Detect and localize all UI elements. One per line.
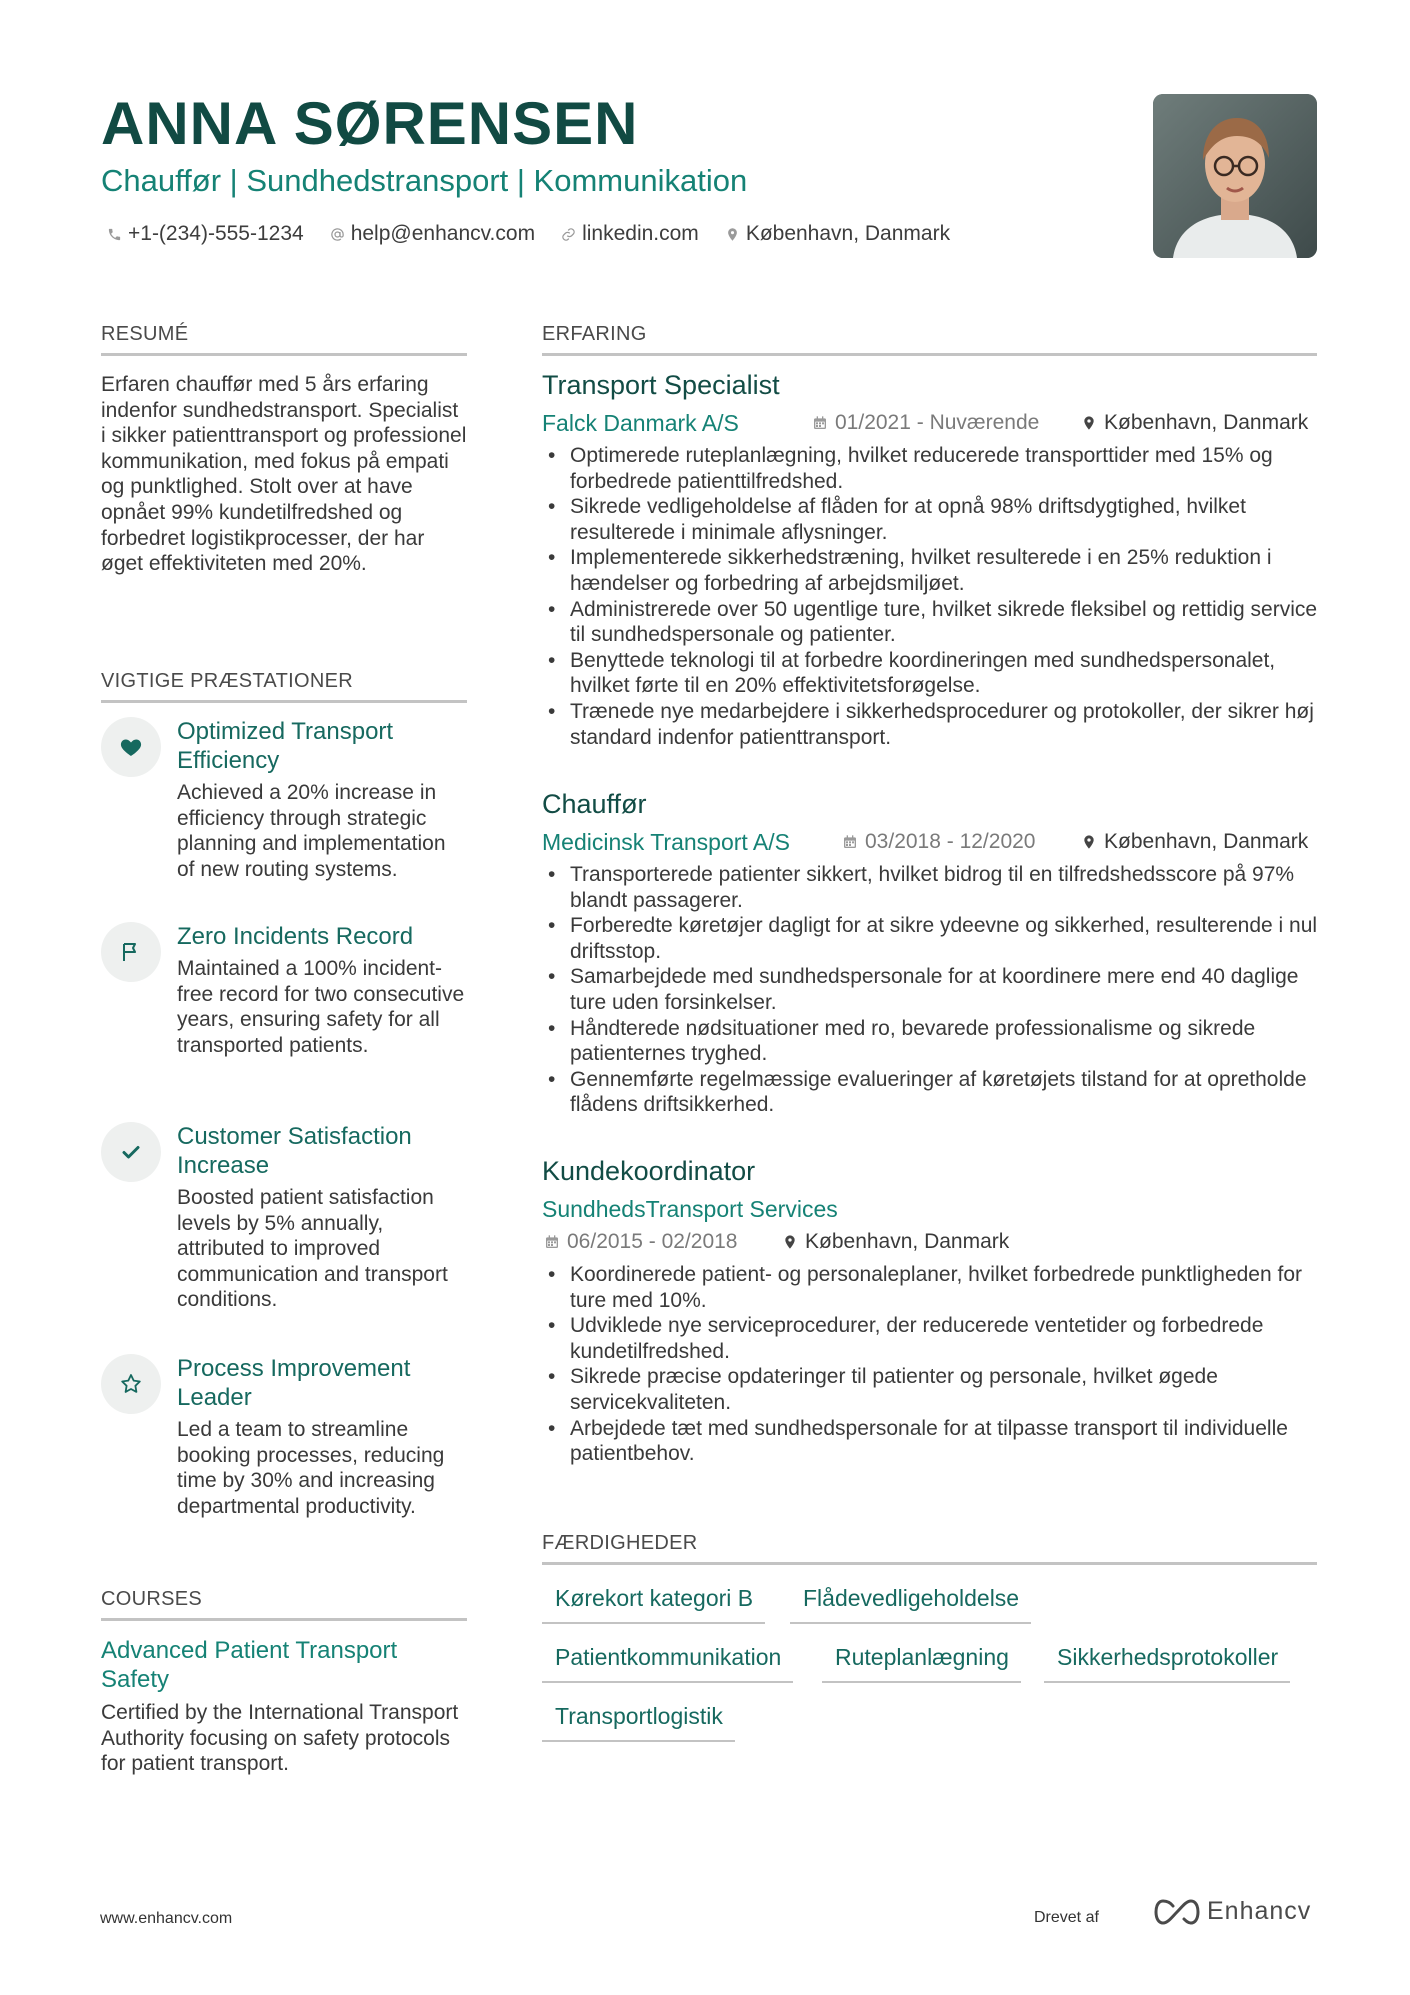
job-dates (544, 1228, 737, 1256)
contact-linkedin[interactable] (561, 220, 699, 248)
achievement-title: Optimized Transport Efficiency (177, 718, 394, 774)
achievement-title: Process Improvement Leader (177, 1355, 411, 1411)
achievement-icon-badge (101, 1354, 161, 1414)
achievement-item (101, 1354, 467, 1534)
job-bullet: • Optimerede ruteplanlægning, hvilket reducerede transporttider med 15% og forbedrede patienttilfredshed. (548, 443, 1318, 494)
job-title: Transport Specialist (542, 370, 780, 400)
achievements-section-title: VIGTIGE PRÆSTATIONER (101, 669, 467, 703)
job-location-text: København, Danmark (1104, 411, 1309, 434)
achievement-description: Boosted patient satisfaction levels by 5% annually, attributed to improved communication and transport conditions. (177, 1186, 448, 1312)
skill-tag: Ruteplanlægning (822, 1642, 1021, 1683)
job-bullet: • Forberedte køretøjer dagligt for at sikre ydeevne og sikkerhed, resulterende i nul driftsstop. (548, 913, 1318, 964)
skill-tag: Patientkommunikation (542, 1642, 793, 1683)
profile-photo (1153, 94, 1317, 258)
achievement-description: Achieved a 20% increase in efficiency through strategic planning and implementation of new routing systems. (177, 781, 446, 881)
flag-icon (119, 940, 143, 964)
achievement-icon-badge (101, 1122, 161, 1182)
achievement-item (101, 922, 467, 1092)
at-icon (330, 227, 345, 242)
achievement-icon-badge (101, 922, 161, 982)
skill-tag: Transportlogistik (542, 1701, 735, 1742)
job-location (1081, 828, 1308, 856)
job-location (1081, 409, 1308, 437)
footer-logo[interactable] (1153, 1897, 1311, 1926)
location-pin-icon (725, 227, 740, 242)
location-pin-icon (1081, 415, 1097, 431)
profile-photo-image (1153, 94, 1317, 258)
achievement-item (101, 717, 467, 887)
job-bullet: • Samarbejdede med sundhedspersonale for at koordinere mere end 40 daglige ture uden forsinkelser. (548, 964, 1318, 1015)
summary-text: Erfaren chauffør med 5 års erfaring indenfor sundhedstransport. Specialist i sikker patienttransport og professionel kommunikation, med fokus på empati og punktlighed. Stolt over at have opnået 99% kundetilfredshed og forbedret logistikprocesser, der har øget effektiviteten med 20%. (101, 373, 467, 576)
achievement-item (101, 1122, 467, 1322)
enhancv-logo-icon (1153, 1898, 1201, 1926)
link-icon (561, 227, 576, 242)
calendar-icon (842, 834, 858, 850)
job-bullet: • Benyttede teknologi til at forbedre koordineringen med sundhedspersonalet, hvilket førte til en 20% effektivitetsforøgelse. (548, 648, 1318, 699)
phone-text: +1-(234)-555-1234 (128, 222, 304, 245)
linkedin-text: linkedin.com (582, 222, 699, 245)
skill-tag: Flådevedligeholdelse (790, 1583, 1031, 1624)
job-location-text: København, Danmark (1104, 830, 1309, 853)
location-pin-icon (1081, 834, 1097, 850)
job-dates-text: 01/2021 - Nuværende (835, 411, 1040, 434)
courses-section-title: COURSES (101, 1587, 467, 1621)
location-text: København, Danmark (745, 222, 951, 245)
contact-email[interactable] (330, 220, 535, 248)
achievement-description: Led a team to streamline booking processes, reducing time by 30% and increasing departmental productivity. (177, 1418, 445, 1518)
calendar-icon (544, 1234, 560, 1250)
footer-brand: Enhancv (1207, 1897, 1312, 1925)
job-company: Falck Danmark A/S (542, 410, 739, 436)
experience-section-title: ERFARING (542, 322, 1317, 356)
summary-section-title: RESUMÉ (101, 322, 467, 356)
job-bullets (548, 862, 1318, 1118)
job-bullets (548, 443, 1318, 750)
job-bullets (548, 1262, 1318, 1467)
course-description: Certified by the International Transport Authority focusing on safety protocols for patient transport. (101, 1701, 459, 1776)
headline: Chauffør | Sundhedstransport | Kommunikation (101, 163, 748, 198)
star-icon (119, 1372, 143, 1396)
skill-tag: Kørekort kategori B (542, 1583, 765, 1624)
candidate-name: ANNA SØRENSEN (101, 90, 639, 157)
phone-icon (107, 227, 122, 242)
job-bullet: • Arbejdede tæt med sundhedspersonale for at tilpasse transport til individuelle patientbehov. (548, 1416, 1318, 1467)
job-location (782, 1228, 1009, 1256)
job-dates (842, 828, 1035, 856)
job-dates-text: 03/2018 - 12/2020 (865, 830, 1036, 853)
contact-location (725, 220, 950, 248)
job-bullet: • Udviklede nye serviceprocedurer, der reducerede ventetider og forbedrede kundetilfredshed. (548, 1313, 1318, 1364)
calendar-icon (812, 415, 828, 431)
achievement-title: Customer Satisfaction Increase (177, 1123, 412, 1179)
achievement-description: Maintained a 100% incident-free record for two consecutive years, ensuring safety for all transported patients. (177, 957, 465, 1057)
job-location-text: København, Danmark (805, 1230, 1010, 1253)
job-bullet: • Sikrede præcise opdateringer til patienter og personale, hvilket øgede servicekvaliteten. (548, 1364, 1318, 1415)
job-bullet: • Trænede nye medarbejdere i sikkerhedsprocedurer og protokoller, der sikrer høj standard indenfor patienttransport. (548, 699, 1318, 750)
achievement-icon-badge (101, 717, 161, 777)
job-bullet: • Håndterede nødsituationer med ro, bevarede professionalisme og sikrede patienternes tryghed. (548, 1016, 1318, 1067)
footer-powered-by: Drevet af (1034, 1909, 1099, 1926)
location-pin-icon (782, 1234, 798, 1250)
contact-phone (107, 220, 304, 248)
heart-icon (119, 735, 143, 759)
email-text: help@enhancv.com (350, 222, 536, 245)
course-title: Advanced Patient Transport Safety (101, 1637, 398, 1693)
job-bullet: • Implementerede sikkerhedstræning, hvilket resulterede i en 25% reduktion i hændelser og forbedring af arbejdsmiljøet. (548, 545, 1318, 596)
job-dates-text: 06/2015 - 02/2018 (567, 1230, 738, 1253)
job-bullet: • Koordinerede patient- og personaleplaner, hvilket forbedrede punktligheden for ture med 10%. (548, 1262, 1318, 1313)
job-dates (812, 409, 1039, 437)
job-company: Medicinsk Transport A/S (542, 829, 790, 855)
achievement-title: Zero Incidents Record (177, 923, 414, 950)
check-icon (119, 1140, 143, 1164)
footer-url[interactable]: www.enhancv.com (100, 1910, 233, 1927)
contact-bar (107, 220, 976, 248)
job-bullet: • Transporterede patienter sikkert, hvilket bidrog til en tilfredshedsscore på 97% blandt passagerer. (548, 862, 1318, 913)
skills-section-title: FÆRDIGHEDER (542, 1531, 1317, 1565)
job-title: Chauffør (542, 789, 647, 819)
job-bullet: • Administrerede over 50 ugentlige ture, hvilket sikrede fleksibel og rettidig service til sundhedspersonale og patienter. (548, 597, 1318, 648)
job-bullet: • Sikrede vedligeholdelse af flåden for at opnå 98% driftsdygtighed, hvilket resulterede i minimale aflysninger. (548, 494, 1318, 545)
job-title: Kundekoordinator (542, 1156, 756, 1186)
job-bullet: • Gennemførte regelmæssige evalueringer af køretøjets tilstand for at opretholde flådens driftsikkerhed. (548, 1067, 1318, 1118)
job-company: SundhedsTransport Services (542, 1196, 838, 1222)
skill-tag: Sikkerhedsprotokoller (1044, 1642, 1290, 1683)
